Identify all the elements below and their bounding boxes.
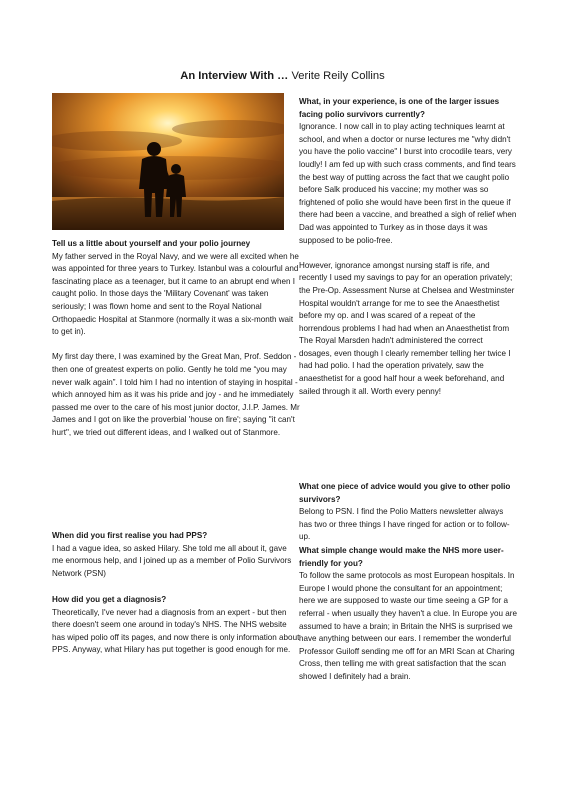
answer-paragraph: Ignorance. I now call in to play acting techniques learnt at school, and when a doctor or nurse lectures me "why didn't you have the polio vaccine" I burst into crocodile tears, very loudly! I am fed up with such crass comments, and find tears the best way of putting across the fact that we caught polio before Salk produced his vaccine; my mother was so frightened of polio she would have been first in the queue if there had been a vaccine, and breathed a sigh of relief when Dad was appointed to Turkey as in those days it was supposed to be polio-free. [299,122,517,245]
question-heading: How did you get a diagnosis? [52,595,167,604]
question-heading: What, in your experience, is one of the larger issues facing polio survivors currently? [299,97,500,119]
answer-paragraph: To follow the same protocols as most European hospitals. In Europe I would phone the consultant for an appointment; here we are supposed to waste our time seeing a GP for a referral - when usually they haven't a clue. In Europe you are assumed to have a brain; in Britain the NHS is surprised we have anything between our ears. I remember the wonderful Professor Guiloff sending me off for an MRI Scan at Charing Cross, then telling me with great satisfaction that the scan showed I definitely had a brain. [299,571,517,681]
left-question-1 [52,238,300,440]
right-question-1 [299,96,517,398]
title-lead: An Interview With … [180,70,289,82]
answer-paragraph: Theoretically, I've never had a diagnosis from an expert - but then there doesn't seem one around in today's NHS. The NHS website has wiped polio off its pages, and now there is only information about PPS. Anyway, what Hilary has put together is good enough for me. [52,607,300,655]
silhouette-sunset-photo [52,93,284,230]
photo-image [52,93,284,230]
answer-paragraph: My father served in the Royal Navy, and we were all excited when he was appointed for three years to Turkey. Istanbul was a colourful and fascinating place as a teenager, but it came to an abrupt end when I caught polio. In those days the 'Military Covenant' was taken seriously; I was flown home and sent to the Royal National Orthopaedic Hospital at Stanmore (normally it was a six-month wait to get in). [52,251,299,337]
question-heading: What simple change would make the NHS more user-friendly for you? [299,546,504,568]
question-heading: When did you first realise you had PPS? [52,531,208,540]
question-heading: What one piece of advice would you give to other polio survivors? [299,482,511,504]
left-question-3 [52,594,300,657]
answer-paragraph: Belong to PSN. I find the Polio Matters newsletter always has two or three things I have ringed for action or to follow-up. [299,507,510,542]
right-question-3 [299,545,517,684]
title-name: Verite Reily Collins [291,70,385,82]
question-heading: Tell us a little about yourself and your polio journey [52,239,251,248]
page-title [0,69,565,83]
left-question-2 [52,530,300,580]
answer-paragraph: I had a vague idea, so asked Hilary. She told me all about it, gave me enormous help, and I joined up as a member of Polio Survivors Network (PSN) [52,543,292,578]
answer-paragraph: However, ignorance amongst nursing staff is rife, and recently I used my savings to pay for an operation privately; the Pre-Op. Assessment Nurse at Chelsea and Westminster Hospital wouldn't arrange for me to see the Anaesthetist before my op. and I was scared of a repeat of the horrendous problems I had had when an Anaesthetist from The Royal Marsden hadn't administered the correct dosages, even though I clearly remember telling her twice I had had polio. I had the operation privately, saw the anaesthetist for a good half hour a week beforehand, and sailed through it all. Worth every penny! [299,260,515,396]
answer-paragraph: My first day there, I was examined by the Great Man, Prof. Seddon - then one of greatest experts on polio. Gently he told me “you may never walk again”. I told him I had no intention of staying in hospital - which annoyed him as it was his pride and joy - and he immediately passed me over to the care of his most junior doctor, J.I.P. James. Mr James and I got on like the proverbial 'house on fire'; saying "it can't hurt", we tried out different ideas, and I walked out of Stanmore. [52,352,300,437]
right-question-2 [299,481,517,544]
